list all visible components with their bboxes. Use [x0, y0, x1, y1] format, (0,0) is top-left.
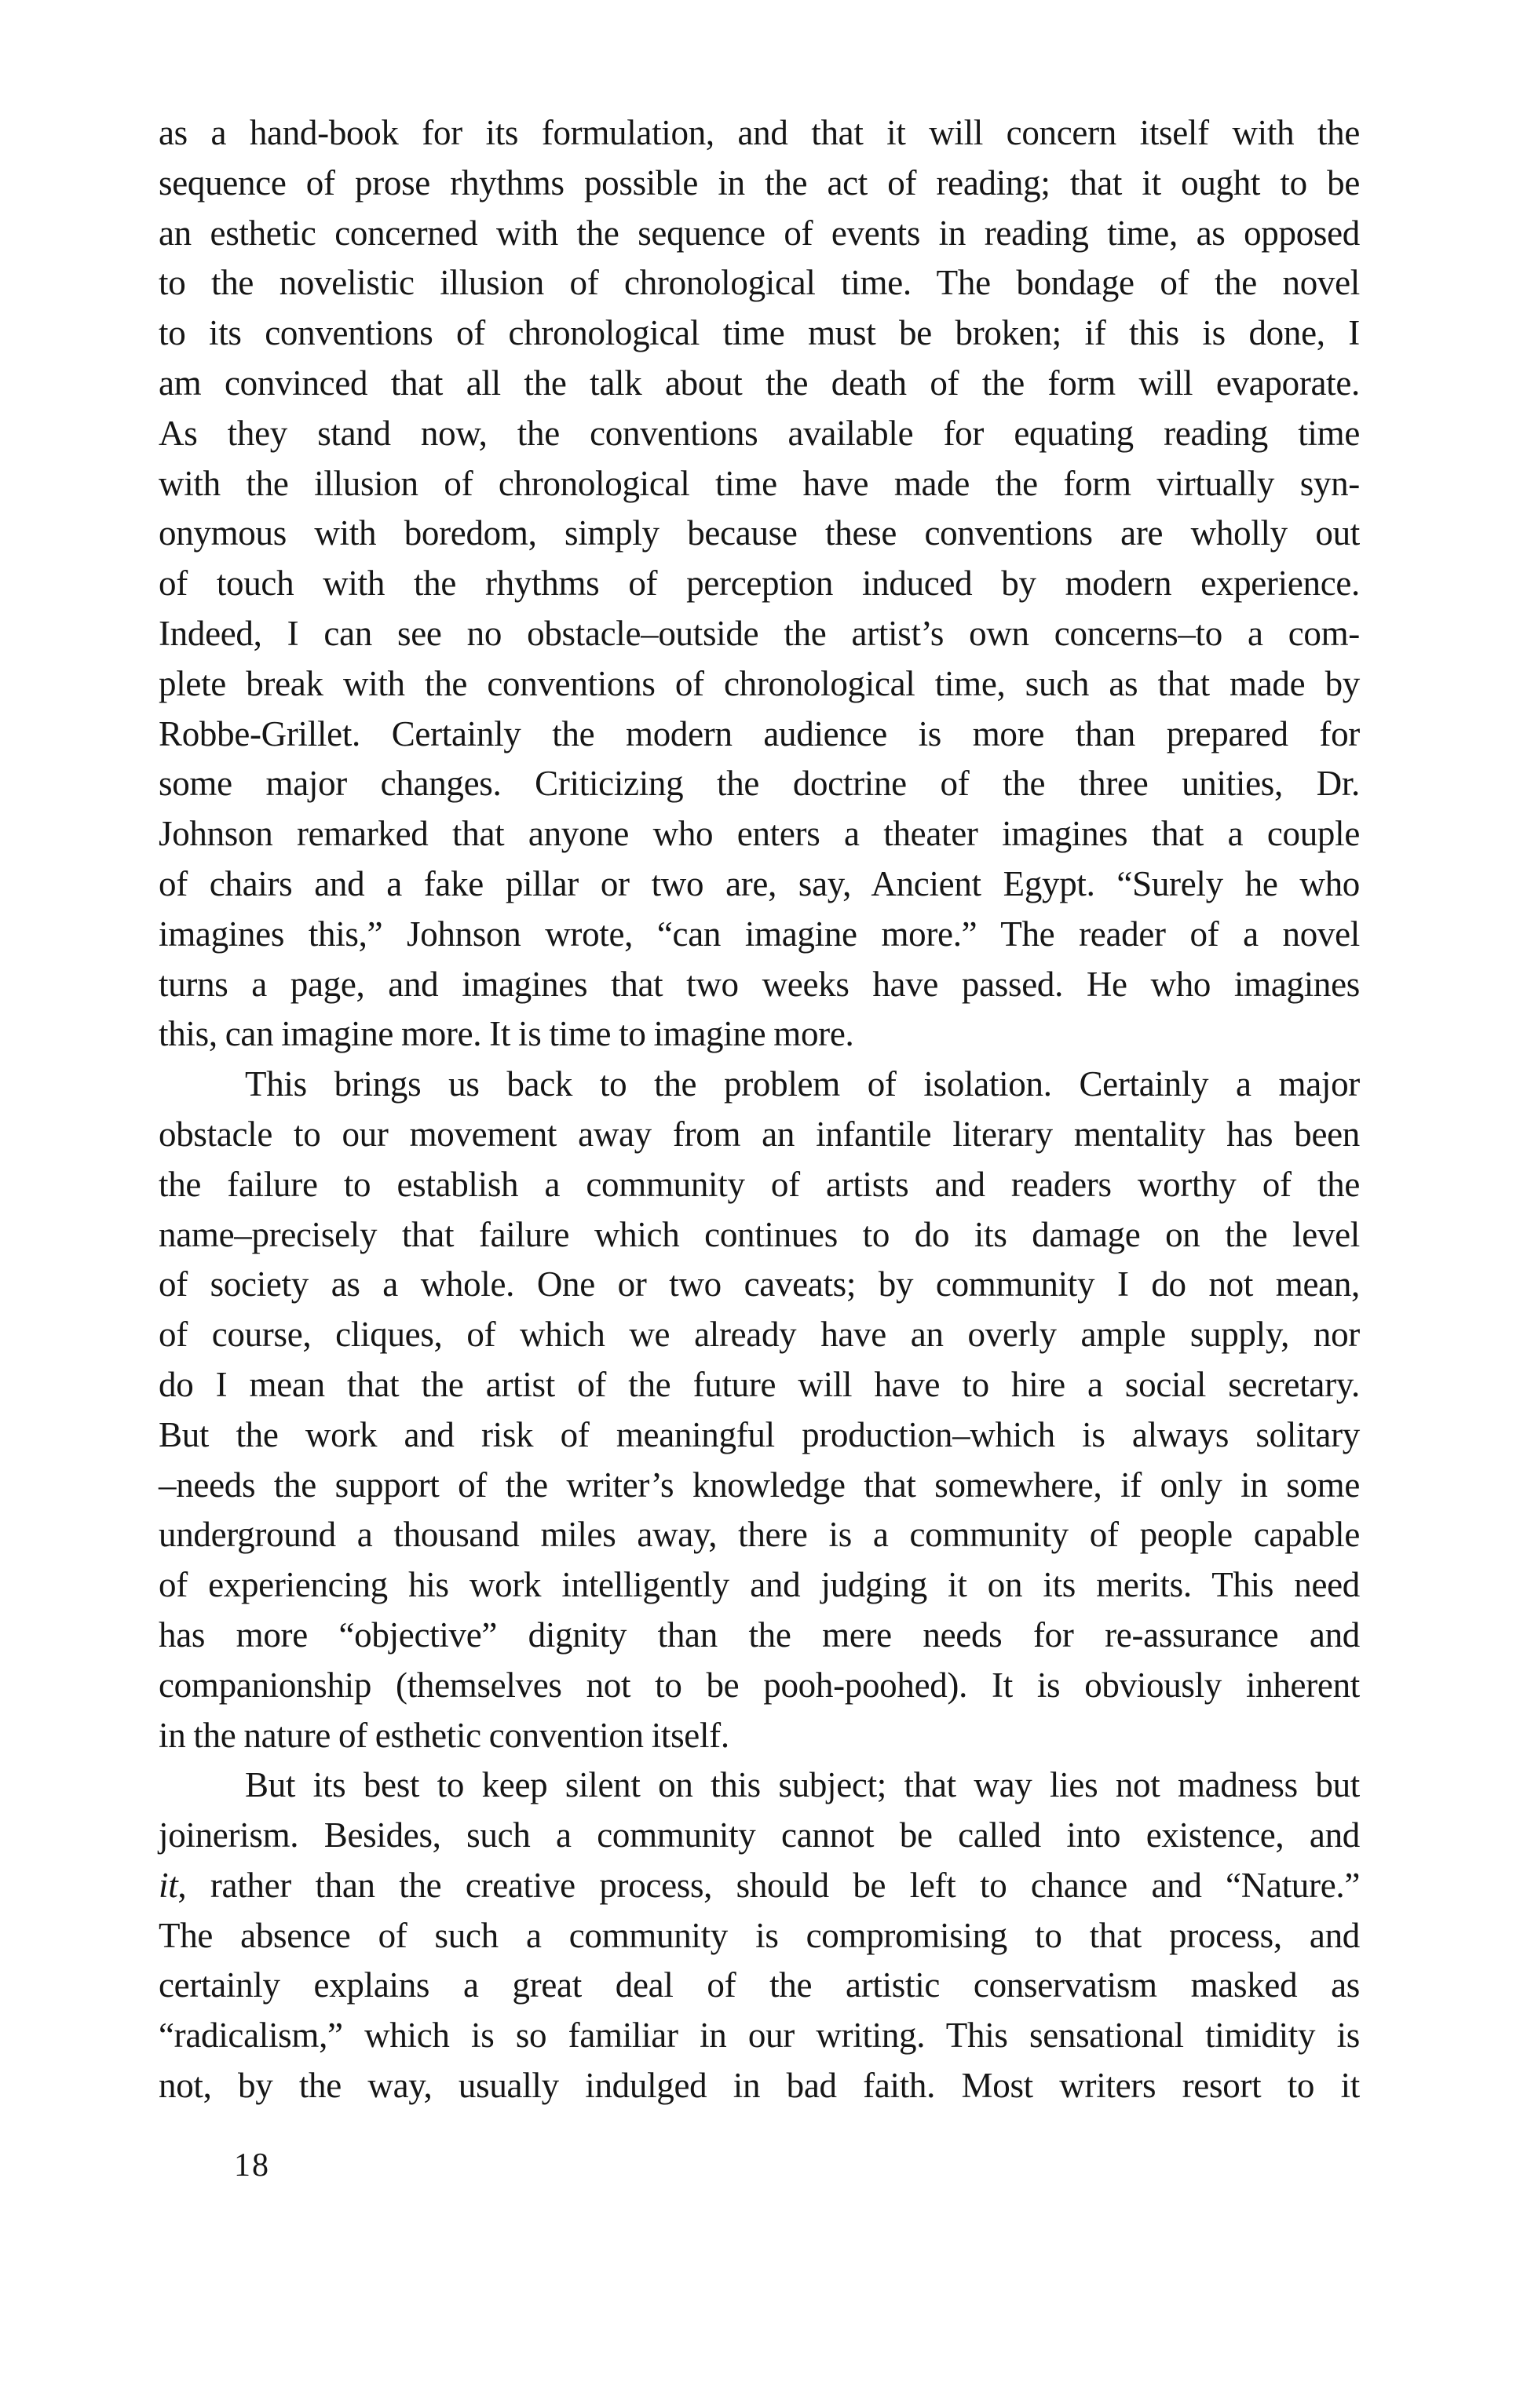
- text-line: an esthetic concerned with the sequence of events in reading time, as opposed: [159, 213, 1360, 253]
- text-line: am convinced that all the talk about the death of the form will evaporate.: [159, 363, 1360, 403]
- text-line: of society as a whole. One or two caveats; by community I do not mean,: [159, 1264, 1360, 1304]
- text-line: This brings us back to the problem of isolation. Certainly a major: [245, 1064, 1360, 1104]
- paragraph-1: [159, 108, 1360, 1060]
- text-line: to its conventions of chronological time must be broken; if this is done, I: [159, 313, 1360, 353]
- text-line: do I mean that the artist of the future will have to hire a social secretary.: [159, 1364, 1360, 1404]
- text-line: “radicalism,” which is so familiar in our writing. This sensational timidity is: [159, 2016, 1360, 2056]
- text-line: has more “objective” dignity than the mere needs for re-assurance and: [159, 1614, 1360, 1655]
- text-line: underground a thousand miles away, there is a community of people capable: [159, 1515, 1360, 1555]
- text-line-rest: , rather than the creative process, should be left to chance and “Nature.”: [177, 1865, 1360, 1905]
- text-line: as a hand-book for its formulation, and that it will concern itself with the: [159, 113, 1360, 152]
- text-line: plete break with the conventions of chronological time, such as that made by: [159, 663, 1360, 703]
- text-line: joinerism. Besides, such a community cannot be called into existence, and: [159, 1815, 1360, 1855]
- text-line: not, by the way, usually indulged in bad faith. Most writers resort to it: [159, 2066, 1360, 2106]
- text-line: obstacle to our movement away from an infantile literary mentality has been: [159, 1114, 1360, 1154]
- text-line: of course, cliques, of which we already have an overly ample supply, nor: [159, 1315, 1360, 1355]
- text-line: of experiencing his work intelligently and judging it on its merits. This need: [159, 1565, 1360, 1605]
- text-line: with the illusion of chronological time have made the form virtually syn-: [159, 463, 1360, 503]
- paragraph-2: [159, 1060, 1360, 1760]
- text-line: this, can imagine more. It is time to imagine more.: [159, 1014, 854, 1054]
- text-line: turns a page, and imagines that two weeks have passed. He who imagines: [159, 964, 1360, 1004]
- text-line: companionship (themselves not to be pooh-poohed). It is obviously inherent: [159, 1665, 1360, 1705]
- text-line: The absence of such a community is compromising to that process, and: [159, 1915, 1360, 1955]
- body-text: [159, 108, 1360, 2111]
- text-line: [159, 1861, 1360, 1911]
- text-line: –needs the support of the writer’s knowledge that somewhere, if only in some: [159, 1465, 1360, 1505]
- text-line: As they stand now, the conventions available for equating reading time: [159, 413, 1360, 453]
- text-line: of touch with the rhythms of perception induced by modern experience.: [159, 564, 1360, 604]
- text-line: of chairs and a fake pillar or two are, say, Ancient Egypt. “Surely he who: [159, 863, 1360, 903]
- page-number: 18: [234, 2147, 270, 2184]
- text-line: But its best to keep silent on this subject; that way lies not madness but: [245, 1765, 1360, 1805]
- text-line: certainly explains a great deal of the artistic conservatism masked as: [159, 1965, 1360, 2005]
- text-line: onymous with boredom, simply because these conventions are wholly out: [159, 513, 1360, 553]
- paragraph-3: [159, 1760, 1360, 2111]
- text-line: Robbe-Grillet. Certainly the modern audience is more than prepared for: [159, 713, 1360, 753]
- text-line: But the work and risk of meaningful production–which is always solitary: [159, 1414, 1360, 1454]
- italic-emphasis: it: [159, 1865, 178, 1905]
- text-line: in the nature of esthetic convention itself.: [159, 1715, 729, 1755]
- text-line: imagines this,” Johnson wrote, “can imagine more.” The reader of a novel: [159, 914, 1360, 954]
- text-line: the failure to establish a community of artists and readers worthy of the: [159, 1164, 1360, 1204]
- text-line: Johnson remarked that anyone who enters a theater imagines that a couple: [159, 814, 1360, 854]
- text-line: some major changes. Criticizing the doctrine of the three unities, Dr.: [159, 764, 1360, 804]
- text-line: sequence of prose rhythms possible in the act of reading; that it ought to be: [159, 162, 1360, 202]
- text-line: Indeed, I can see no obstacle–outside the artist’s own concerns–to a com-: [159, 613, 1360, 653]
- text-line: to the novelistic illusion of chronological time. The bondage of the novel: [159, 263, 1360, 303]
- text-line: name–precisely that failure which continues to do its damage on the level: [159, 1214, 1360, 1254]
